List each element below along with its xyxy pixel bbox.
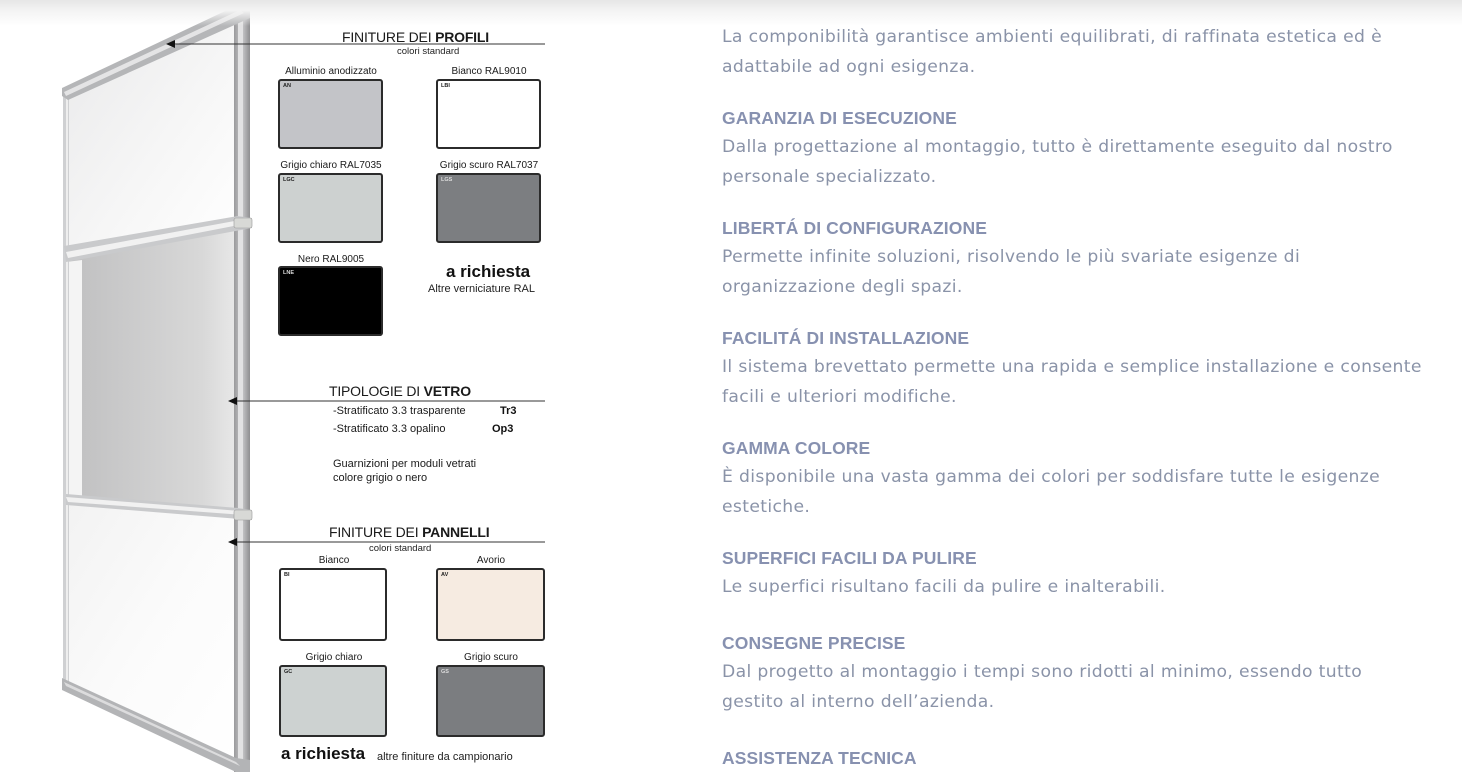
- profili-title: FINITURE DEI PROFILI: [342, 29, 489, 45]
- swatch-bianco-ral9010: LBI: [436, 79, 541, 149]
- swatch-bianco: BI: [279, 568, 387, 641]
- on-request-label: a richiesta: [446, 262, 531, 281]
- swatch-label: Avorio: [476, 555, 506, 566]
- feature-title: CONSEGNE PRECISE: [722, 633, 906, 653]
- feature-title: SUPERFICI FACILI DA PULIRE: [722, 548, 977, 568]
- glass-type: -Stratificato 3.3 opalino: [333, 423, 446, 435]
- feature-title: LIBERTÁ DI CONFIGURAZIONE: [722, 218, 987, 238]
- on-request-note: altre finiture da campionario: [377, 751, 513, 763]
- feature-consegne: [722, 632, 1422, 717]
- swatch-label: Grigio scuro: [464, 652, 518, 663]
- feature-assistenza: [722, 747, 1422, 769]
- on-request-note: Altre verniciature RAL: [428, 283, 535, 295]
- feature-garanzia: [722, 107, 1422, 192]
- feature-gamma-colore: [722, 437, 1422, 522]
- swatch-label: Grigio scuro RAL7037: [439, 160, 539, 171]
- swatch-label: Grigio chiaro: [305, 652, 363, 663]
- on-request-label: a richiesta: [281, 744, 366, 763]
- feature-body: È disponibile una vasta gamma dei colori per soddisfare tutte le esigenze estetiche.: [722, 467, 1381, 517]
- profili-subtitle: colori standard: [397, 46, 460, 57]
- feature-facilita: [722, 327, 1422, 412]
- features-text: [722, 22, 1422, 772]
- swatch-grigio-scuro-ral7037: LGS: [436, 173, 541, 243]
- pannelli-subtitle: colori standard: [369, 543, 432, 554]
- feature-title: FACILITÁ DI INSTALLAZIONE: [722, 328, 970, 348]
- swatch-label: Bianco: [318, 555, 350, 566]
- swatch-nero-ral9005: LNE: [278, 266, 383, 336]
- pannelli-title: FINITURE DEI PANNELLI: [329, 524, 490, 540]
- swatch-label: Bianco RAL9010: [451, 66, 527, 77]
- feature-title: GARANZIA DI ESECUZIONE: [722, 108, 957, 128]
- feature-title: ASSISTENZA TECNICA: [722, 748, 917, 768]
- feature-body: Le superfici risultano facili da pulire e inalterabili.: [722, 577, 1166, 597]
- feature-superfici: [722, 547, 1422, 602]
- swatch-label: Grigio chiaro RAL7035: [280, 160, 382, 171]
- feature-body: Dalla progettazione al montaggio, tutto è direttamente eseguito dal nostro personale specializzato.: [722, 137, 1393, 187]
- glass-code: Op3: [492, 423, 514, 435]
- intro-paragraph: La componibilità garantisce ambienti equilibrati, di raffinata estetica ed è adattabile ad ogni esigenza.: [722, 27, 1383, 77]
- partition-wall-figure: [0, 0, 600, 784]
- gaskets-note: Guarnizioni per moduli vetrati: [333, 458, 477, 470]
- swatch-grigio-chiaro: GC: [279, 665, 387, 737]
- swatch-label: Nero RAL9005: [297, 254, 365, 265]
- gaskets-note: colore grigio o nero: [333, 472, 428, 484]
- feature-body: Il sistema brevettato permette una rapida e semplice installazione e consente facili e ulteriori modifiche.: [722, 357, 1422, 407]
- feature-title: GAMMA COLORE: [722, 438, 871, 458]
- feature-body: Permette infinite soluzioni, risolvendo le più svariate esigenze di organizzazione degli spazi.: [722, 247, 1301, 297]
- feature-liberta: [722, 217, 1422, 302]
- feature-body: Dal progetto al montaggio i tempi sono ridotti al minimo, essendo tutto gestito al interno dell’azienda.: [722, 662, 1363, 712]
- swatch-grigio-scuro: GS: [436, 665, 545, 737]
- glass-type: -Stratificato 3.3 trasparente: [333, 405, 466, 417]
- swatch-label: Alluminio anodizzato: [285, 66, 377, 77]
- glass-code: Tr3: [500, 405, 517, 417]
- swatch-grigio-chiaro-ral7035: LGC: [278, 173, 383, 243]
- swatch-avorio: AV: [436, 568, 545, 641]
- swatch-alluminio-anodizzato: AN: [278, 79, 383, 149]
- vetro-title: TIPOLOGIE DI VETRO: [329, 383, 471, 399]
